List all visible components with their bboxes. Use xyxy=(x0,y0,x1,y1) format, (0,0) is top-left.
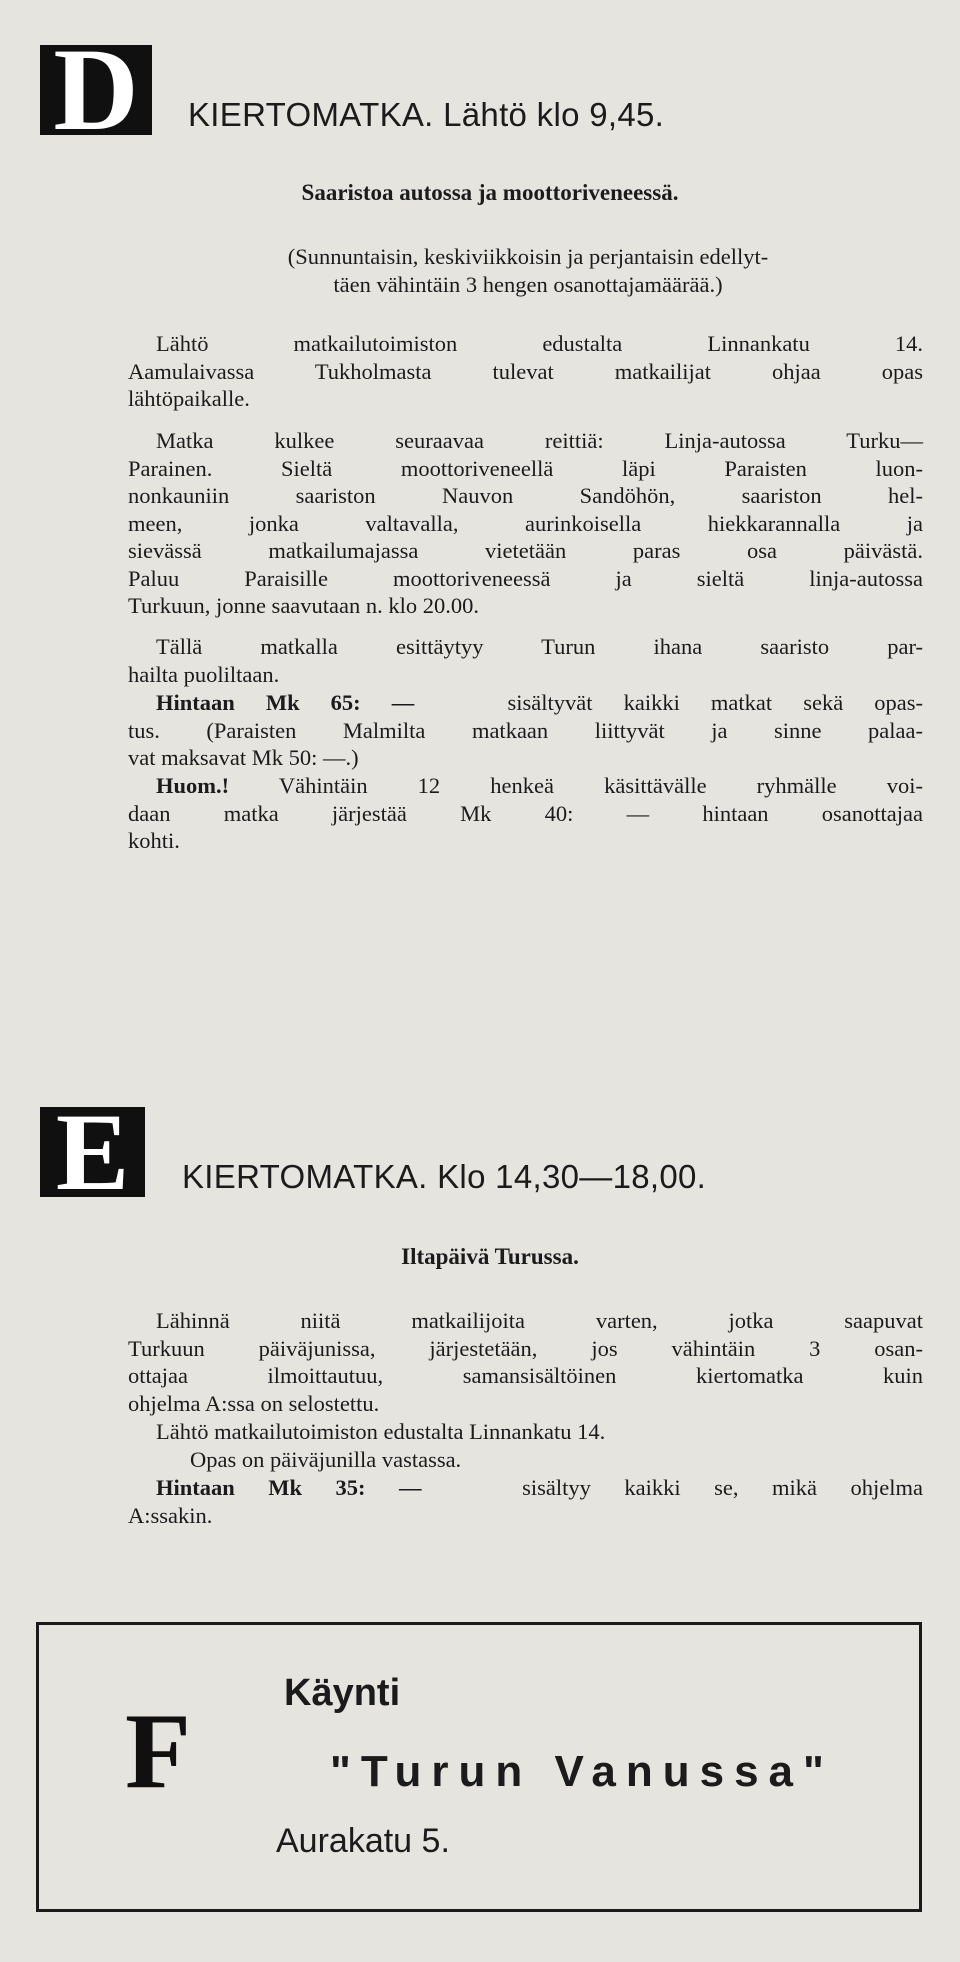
section-e-letter: E xyxy=(40,1107,145,1197)
section-d-subtitle: Saaristoa autossa ja moottoriveneessä. xyxy=(301,180,679,205)
section-d-price-label: Hintaan Mk 65: — xyxy=(156,690,415,715)
section-d-note-label: Huom.! xyxy=(156,773,230,798)
section-e-heading: KIERTOMATKA. Klo 14,30—18,00. xyxy=(182,1158,707,1195)
section-f-title: Käynti xyxy=(284,1672,401,1714)
section-d-departure: Lähtö matkailutoimiston edustalta Linnankatu 14. Aamulaivassa Tukholmasta tulevat matkailijat ohjaa opas lähtöpaikalle. xyxy=(128,331,923,411)
section-d-route: Matka kulkee seuraavaa reittiä: Linja-autossa Turku— Parainen. Sieltä moottoriveneellä läpi Paraisten luon- nonkauniin saariston Nauvon Sandöhön, saariston hel- meen, jonka valtavalla, aurinkoisella hiekkarannalla ja sievässä matkailumajassa vietetään paras osa päivästä. Paluu Paraisille moottoriveneessä ja sieltä linja-autossa Turkuun, jonne saavutaan n. klo 20.00. xyxy=(128,428,923,618)
section-f-letter: F xyxy=(125,1692,191,1811)
section-f-name: "Turun Vanussa" xyxy=(330,1747,834,1796)
section-e-price: Hintaan Mk 35: — sisältyy kaikki se, mikä ohjelma A:ssakin. xyxy=(128,1475,923,1528)
section-f-address: Aurakatu 5. xyxy=(276,1822,450,1860)
section-e-subtitle: Iltapäivä Turussa. xyxy=(401,1244,579,1269)
section-e-body: Lähinnä niitä matkailijoita varten, jotka saapuvat Turkuun päiväjunissa, järjestetään, jos vähintäin 3 osan- ottajaa ilmoittautuu, samansisältöinen kiertomatka kuin ohjelma A:ssa on selostettu. xyxy=(128,1308,923,1416)
section-d-price: Hintaan Mk 65: — sisältyvät kaikki matkat sekä opas- tus. (Paraisten Malmilta matkaan liittyvät ja sinne palaa- vat maksavat Mk 50: —.) xyxy=(128,690,924,770)
section-d-highlight: Tällä matkalla esittäytyy Turun ihana saaristo par- hailta puoliltaan. xyxy=(128,634,923,687)
section-e-price-label: Hintaan Mk 35: — xyxy=(156,1475,422,1500)
section-d-note: Huom.! Vähintäin 12 henkeä käsittävälle ryhmälle voi- daan matka järjestää Mk 40: — hintaan osanottajaa kohti. xyxy=(128,773,924,853)
section-e-guide: Opas on päiväjunilla vastassa. xyxy=(190,1447,462,1472)
section-d-letter: D xyxy=(40,45,152,135)
section-d-heading: KIERTOMATKA. Lähtö klo 9,45. xyxy=(188,96,665,133)
section-e-departure: Lähtö matkailutoimiston edustalta Linnankatu 14. xyxy=(156,1419,606,1444)
section-d-schedule: (Sunnuntaisin, keskiviikkoisin ja perjantaisin edellyt- täen vähintäin 3 hengen osanottajamäärää.) xyxy=(287,244,769,297)
